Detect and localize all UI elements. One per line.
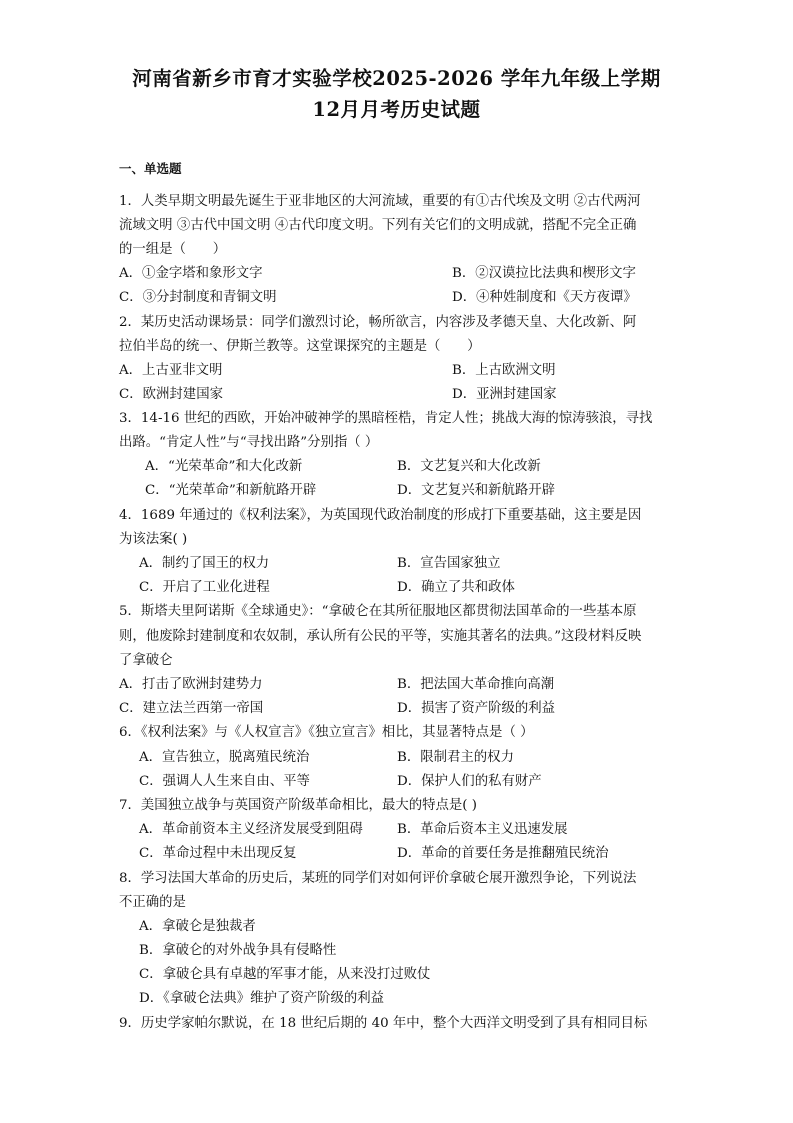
question-stem-line: 9．历史学家帕尔默说，在 18 世纪后期的 40 年中，整个大西洋文明受到了具有相同目标	[119, 1016, 648, 1031]
question-stem-line: 5．斯塔夫里阿诺斯《全球通史》：“拿破仑在其所征服地区都贯彻法国革命的一些基本原	[119, 604, 637, 619]
option-d[interactable]: D．④种姓制度和《天方夜谭》	[452, 290, 637, 305]
option-c[interactable]: C．建立法兰西第一帝国	[119, 701, 264, 716]
option-b[interactable]: B．革命后资本主义迅速发展	[397, 822, 568, 837]
question-stem-line: 6．《权利法案》与《人权宣言》《独立宣言》相比，其显著特点是（ ）	[119, 725, 534, 740]
question-stem-line: 3．14-16 世纪的西欧，开始冲破神学的黑暗桎梏，肯定人性；挑战大海的惊涛骇浪，寻找	[119, 411, 653, 426]
option-d[interactable]: D．损害了资产阶级的利益	[397, 701, 556, 716]
option-b[interactable]: B．宣告国家独立	[397, 556, 501, 571]
question-stem-line: 出路。“肯定人性”与“寻找出路”分别指（ ）	[119, 435, 379, 450]
option-a[interactable]: A．制约了国王的权力	[139, 556, 270, 571]
option-d[interactable]: D．确立了共和政体	[397, 580, 515, 595]
option-b[interactable]: B．限制君主的权力	[397, 750, 514, 765]
question-stem-line: 2．某历史活动课场景：同学们激烈讨论，畅所欲言，内容涉及孝德天皇、大化改新、阿	[119, 315, 637, 330]
option-b[interactable]: B．文艺复兴和大化改新	[397, 459, 541, 474]
option-c[interactable]: C．欧洲封建国家	[119, 387, 223, 402]
option-d[interactable]: D．亚洲封建国家	[452, 387, 557, 402]
option-b[interactable]: B．②汉谟拉比法典和楔形文字	[452, 266, 636, 281]
option-a[interactable]: A．①金字塔和象形文字	[119, 266, 263, 281]
question-stem-line: 为该法案( )	[119, 532, 188, 547]
option-a[interactable]: A．打击了欧洲封建势力	[119, 677, 263, 692]
question-stem-line: 7．美国独立战争与英国资产阶级革命相比，最大的特点是( )	[119, 798, 477, 813]
option-c[interactable]: C．强调人人生来自由、平等	[139, 774, 310, 789]
question-stem-line: 1．人类早期文明最先诞生于亚非地区的大河流域，重要的有①古代埃及文明 ②古代两河	[119, 194, 641, 209]
page-title-line2: 12月月考历史试题	[312, 98, 481, 121]
question-stem-line: 的一组是（ ）	[119, 242, 227, 257]
option-a[interactable]: A．拿破仑是独裁者	[139, 919, 256, 934]
option-c[interactable]: C．开启了工业化进程	[139, 580, 270, 595]
option-b[interactable]: B．拿破仑的对外战争具有侵略性	[139, 943, 337, 958]
section-label: 一、单选题	[119, 161, 182, 176]
option-d[interactable]: D．文艺复兴和新航路开辟	[397, 483, 556, 498]
option-c[interactable]: C．“光荣革命”和新航路开辟	[145, 483, 317, 498]
option-c[interactable]: C．拿破仑具有卓越的军事才能，从来没打过败仗	[139, 967, 431, 982]
option-a[interactable]: A．宣告独立，脱离殖民统治	[139, 750, 310, 765]
page-title-line1: 河南省新乡市育才实验学校2025-2026 学年九年级上学期	[132, 67, 661, 90]
option-a[interactable]: A．上古亚非文明	[119, 363, 223, 378]
option-b[interactable]: B．上古欧洲文明	[452, 363, 556, 378]
question-stem-line: 则，他废除封建制度和农奴制，承认所有公民的平等，实施其著名的法典。”这段材料反映	[119, 629, 642, 644]
option-d[interactable]: D．《拿破仑法典》维护了资产阶级的利益	[139, 991, 385, 1006]
option-d[interactable]: D．保护人们的私有财产	[397, 774, 542, 789]
question-stem-line: 8．学习法国大革命的历史后，某班的同学们对如何评价拿破仑展开激烈争论，下列说法	[119, 871, 637, 886]
option-d[interactable]: D．革命的首要任务是推翻殖民统治	[397, 846, 609, 861]
option-a[interactable]: A．革命前资本主义经济发展受到阻碍	[139, 822, 363, 837]
option-a[interactable]: A．“光荣革命”和大化改新	[145, 459, 303, 474]
question-stem-line: 了拿破仑	[119, 653, 173, 668]
option-b[interactable]: B．把法国大革命推向高潮	[397, 677, 555, 692]
option-c[interactable]: C．③分封制度和青铜文明	[119, 290, 277, 305]
question-stem-line: 流域文明 ③古代中国文明 ④古代印度文明。下列有关它们的文明成就，搭配不完全正确	[119, 218, 637, 233]
question-stem-line: 拉伯半岛的统一、伊斯兰教等。这堂课探究的主题是（ ）	[119, 339, 481, 354]
option-c[interactable]: C．革命过程中未出现反复	[139, 846, 297, 861]
question-stem-line: 4．1689 年通过的《权利法案》，为英国现代政治制度的形成打下重要基础，这主要是因	[119, 508, 642, 523]
question-stem-line: 不正确的是	[119, 895, 186, 910]
